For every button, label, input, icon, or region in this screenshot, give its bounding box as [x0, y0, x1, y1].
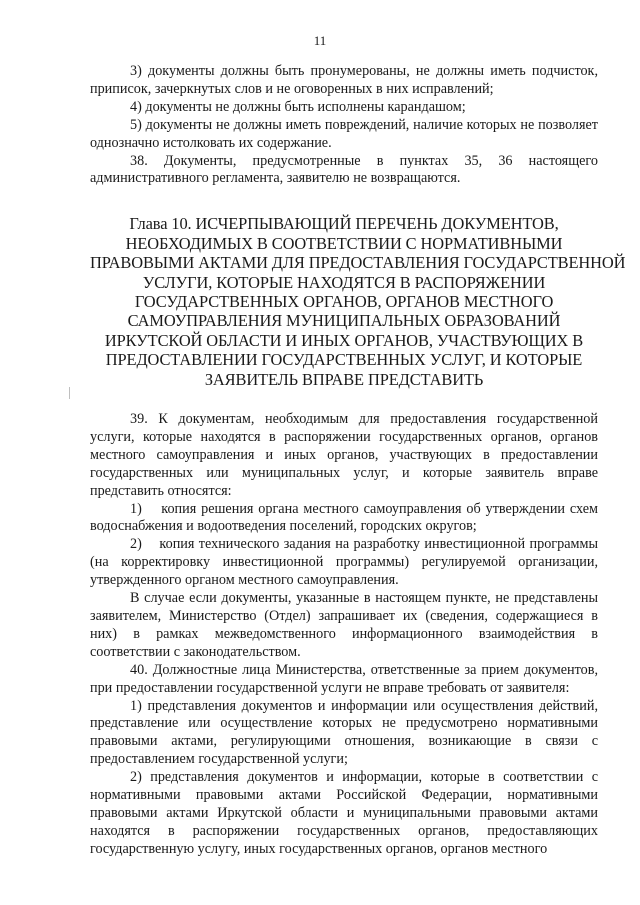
paragraph-40: 40. Должностные лица Министерства, ответственные за прием документов, при предоставлении государственной услуги не вправе требовать от заявителя:: [90, 661, 598, 696]
margin-mark: [69, 387, 70, 399]
heading-line: НЕОБХОДИМЫХ В СООТВЕТСТВИИ С НОРМАТИВНЫМИ: [125, 233, 563, 253]
heading-line: ПРАВОВЫМИ АКТАМИ ДЛЯ ПРЕДОСТАВЛЕНИЯ ГОСУДАРСТВЕННОЙ: [90, 253, 626, 273]
paragraph-item-4: 4) документы не должны быть исполнены карандашом;: [130, 98, 466, 115]
heading-line: САМОУПРАВЛЕНИЯ МУНИЦИПАЛЬНЫХ ОБРАЗОВАНИЙ: [127, 311, 561, 331]
paragraph-38: 38. Документы, предусмотренные в пунктах 35, 36 настоящего административного регламента, заявителю не возвращаются.: [90, 152, 598, 187]
paragraph-40-item-2: 2) представления документов и информации, которые в соответствии с нормативными правовыми актами Российской Федерации, нормативными правовыми актами Иркутской области и муниципальными правовыми актами находятся в распоряжении государственных органов, предоставляющих государственную услугу, иных государственных органов, органов местного: [90, 769, 598, 857]
paragraph-40-item-1: 1) представления документов и информации или осуществления действий, представление или осуществление которых не предусмотрено нормативными правовыми актами, регулирующими отношения, возникающие в связи с предоставлением государственной услуги;: [90, 697, 598, 768]
heading-line: УСЛУГИ, КОТОРЫЕ НАХОДЯТСЯ В РАСПОРЯЖЕНИИ: [142, 272, 546, 292]
paragraph-39-note: В случае если документы, указанные в настоящем пункте, не представлены заявителем, Министерство (Отдел) запрашивает их (сведения, содержащиеся в них) в рамках межведомственного информационного взаимодействия в соответствии с законодательством.: [90, 590, 598, 660]
paragraph-item-5: 5) документы не должны иметь повреждений, наличие которых не позволяет однозначно истолковать их содержание.: [90, 116, 598, 151]
paragraph-39-item-2: 2) копия технического задания на разработку инвестиционной программы (на корректировку инвестиционной программы) регулируемой организации, утвержденного органом местного самоуправления.: [90, 536, 602, 589]
page-number: 11: [313, 33, 327, 48]
heading-line: ГОСУДАРСТВЕННЫХ ОРГАНОВ, ОРГАНОВ МЕСТНОГО: [134, 291, 554, 311]
heading-line: ПРЕДОСТАВЛЕНИИ ГОСУДАРСТВЕННЫХ УСЛУГ, И КОТОРЫЕ: [105, 350, 583, 370]
paragraph-39: 39. К документам, необходимым для предоставления государственной услуги, которые находятся в распоряжении государственных органов, органов местного самоуправления и иных органов, участвующих в предоставлении государственных или муниципальных услуг, и которые заявитель вправе представить относятся:: [90, 411, 598, 499]
paragraph-item-3: 3) документы должны быть пронумерованы, не должны иметь подчисток, приписок, зачеркнутых слов и не оговоренных в них исправлений;: [90, 63, 598, 97]
chapter-heading: [90, 214, 626, 389]
heading-line: Глава 10. ИСЧЕРПЫВАЮЩИЙ ПЕРЕЧЕНЬ ДОКУМЕНТОВ,: [129, 214, 559, 234]
document-body: [90, 63, 626, 859]
paragraph-39-item-1: 1) копия решения органа местного самоуправления об утверждении схем водоснабжения и водоотведения поселений, городских округов;: [90, 500, 602, 535]
heading-line: ИРКУТСКОЙ ОБЛАСТИ И ИНЫХ ОРГАНОВ, УЧАСТВУЮЩИХ В: [104, 330, 584, 350]
heading-line: ЗАЯВИТЕЛЬ ВПРАВЕ ПРЕДСТАВИТЬ: [204, 369, 484, 389]
